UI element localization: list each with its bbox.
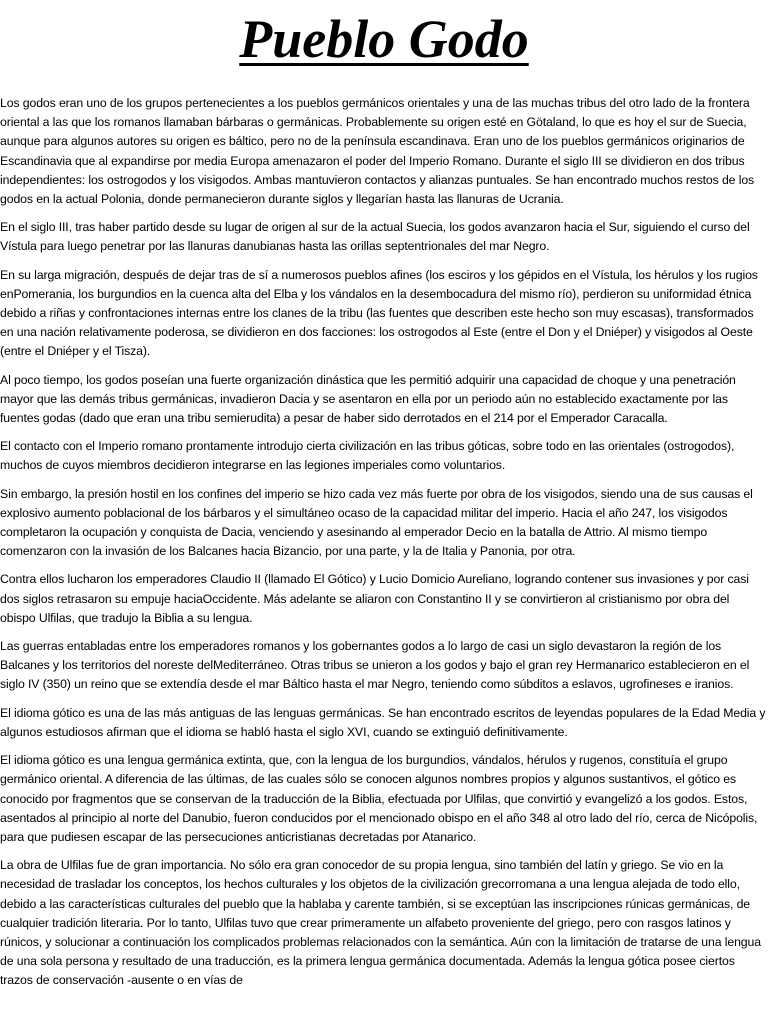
paragraph-1: Los godos eran uno de los grupos pertenecientes a los pueblos germánicos orientales y una de las muchas tribus del otro lado de la frontera oriental a las que los romanos llamaban bárbaras o germánicas. Probablemente su origen esté en Götaland, lo que es hoy el sur de Suecia, aunque para algunos autores su origen es báltico, pero no de la península escandinava. Eran uno de los pueblos germánicos originarios de Escandinavia que al expandirse por media Europa amenazaron el poder del Imperio Romano. Durante el siglo III se dividieron en dos tribus independientes: los ostrogodos y los visigodos. Ambas mantuvieron contactos y alianzas puntuales. Se han encontrado muchos restos de los godos en la actual Polonia, donde permanecieron durante siglos y llegarían hasta las llanuras de Ucrania.: [0, 96, 755, 207]
document-body: [0, 94, 768, 1000]
paragraph-6: Sin embargo, la presión hostil en los confines del imperio se hizo cada vez más fuerte por obra de los visigodos, siendo una de sus causas el explosivo aumento poblacional de los bárbaros y el simultáneo ocaso de la capacidad militar del imperio. Hacia el año 247, los visigodos completaron la ocupación y conquista de Dacia, venciendo y asesinando al emperador Decio en la batalla de Attrio. Al mismo tiempo comenzaron con la invasión de los Balcanes hacia Bizancio, por una parte, y la de Italia y Panonia, por otra.: [0, 486, 753, 559]
paragraph-10: El idioma gótico es una lengua germánica extinta, que, con la lengua de los burgundios, vándalos, hérulos y rugenos, constituía el grupo germánico oriental. A diferencia de las últimas, de las cuales sólo se conocen algunos nombres propios y algunos sustantivos, el gótico es conocido por fragmentos que se conservan de la traducción de la Biblia, efectuada por Ulfilas, que convirtió y evangelizó a los godos. Estos, asentados al principio al norte del Danubio, fueron conducidos por el mencionado obispo en el año 348 al otro lado del río, cerca de Nicópolis, para que pudiesen escapar de las persecuciones anticristianas decretadas por Atanarico.: [0, 753, 758, 844]
document-title-text: Pueblo Godo: [239, 9, 529, 69]
paragraph-2: En el siglo III, tras haber partido desde su lugar de origen al sur de la actual Suecia, los godos avanzaron hacia el Sur, siguiendo el curso del Vístula para luego penetrar por las llanuras danubianas hasta las orillas septentrionales del mar Negro.: [0, 220, 750, 254]
document-title: [0, 6, 768, 72]
paragraph-7: Contra ellos lucharon los emperadores Claudio II (llamado El Gótico) y Lucio Domicio Aureliano, logrando contener sus invasiones y por casi dos siglos retrasaron su empuje haciaOccidente. Más adelante se aliaron con Constantino II y se convirtieron al cristianismo por obra del obispo Ulfilas, que tradujo la Biblia a su lengua.: [0, 572, 749, 625]
paragraph-8: Las guerras entabladas entre los emperadores romanos y los gobernantes godos a lo largo de casi un siglo devastaron la región de los Balcanes y los territorios del noreste delMediterráneo. Otras tribus se unieron a los godos y bajo el gran rey Hermanarico establecieron en el siglo IV (350) un reino que se extendía desde el mar Báltico hasta el mar Negro, teniendo como súbditos a eslavos, ugrofineses e iranios.: [0, 639, 750, 692]
paragraph-5: El contacto con el Imperio romano prontamente introdujo cierta civilización en las tribus góticas, sobre todo en las orientales (ostrogodos), muchos de cuyos miembros decidieron integrarse en las legiones imperiales como voluntarios.: [0, 439, 735, 473]
paragraph-4: Al poco tiempo, los godos poseían una fuerte organización dinástica que les permitió adquirir una capacidad de choque y una penetración mayor que las demás tribus germánicas, invadieron Dacia y se asentaron en ella por un periodo aún no establecido exactamente por las fuentes godas (dado que eran una tribu semierudita) a pesar de haber sido derrotados en el 214 por el Emperador Caracalla.: [0, 372, 736, 426]
paragraph-11: La obra de Ulfilas fue de gran importancia. No sólo era gran conocedor de su propia lengua, sino también del latín y griego. Se vio en la necesidad de trasladar los conceptos, los hechos culturales y los objetos de la civilización grecorromana a una lengua alejada de todo ello, debido a las características culturales del pueblo que la hablaba y carente también, si se exceptúan las inscripciones rúnicas germánicas, de cualquier tradición literaria. Por lo tanto, Ulfilas tuvo que crear primeramente un alfabeto proveniente del griego, pero con rasgos latinos y rúnicos, y solucionar a continuación los complicados problemas relacionados con la semántica. Aún con la limitación de tratarse de una lengua de una sola persona y resultado de una traducción, es la primera lengua germánica documentada. Además la lengua gótica posee ciertos trazos de conservación -ausente o en vías de: [0, 858, 761, 988]
paragraph-3: En su larga migración, después de dejar tras de sí a numerosos pueblos afines (los esciros y los gépidos en el Vístula, los hérulos y los rugios enPomerania, los burgundios en la cuenca alta del Elba y los vándalos en la desembocadura del mismo río), perdieron su uniformidad étnica debido a riñas y confrontaciones internas entre los clanes de la tribu (las fuentes que describen este hecho son muy escasas), transformados en una nación relativamente poderosa, se dividieron en dos facciones: los ostrogodos al Este (entre el Don y el Dniéper) y visigodos al Oeste (entre el Dniéper y el Tisza).: [0, 267, 758, 359]
paragraph-9: El idioma gótico es una de las más antiguas de las lenguas germánicas. Se han encontrado escritos de leyendas populares de la Edad Media y algunos estudiosos afirman que el idioma se habló hasta el siglo XVI, cuando se extinguió definitivamente.: [0, 705, 766, 739]
